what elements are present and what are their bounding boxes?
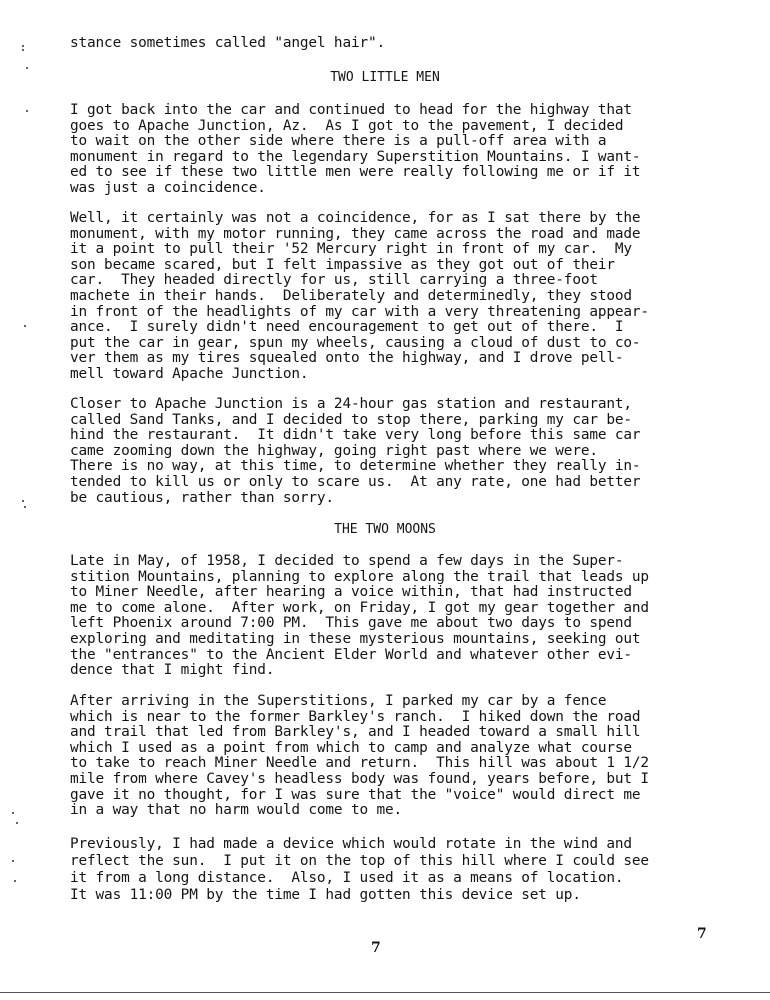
scan-speck — [16, 822, 18, 824]
scan-speck — [12, 812, 14, 814]
page-number-right: 7 — [697, 926, 707, 942]
scan-speck — [26, 67, 28, 69]
scan-speck — [22, 45, 24, 47]
scan-speck — [14, 880, 16, 882]
paragraph-6: Previously, I had made a device which would rotate in the wind and reflect the sun. I put it on the top of this hill where I could see it from a long distance. Also, I used it as a means of location. It was 11:00 PM by the time I had gotten this device set up. — [70, 836, 649, 903]
scan-speck — [24, 506, 26, 508]
scan-speck — [12, 860, 14, 862]
section-heading-two-moons: THE TWO MOONS — [334, 522, 436, 537]
scan-speck — [22, 49, 24, 51]
intro-line: stance sometimes called "angel hair". — [70, 35, 386, 51]
paragraph-4: Late in May, of 1958, I decided to spend a few days in the Super- stition Mountains, planning to explore along the trail that leads up to Miner Needle, after hearing a voice within, that had instructed me to come alone. After work, on Friday, I got my gear together and left Phoenix around 7:00 PM. This gave me about two days to spend exploring and meditating in these mysterious mountains, seeking out the "entrances" to the Ancient Elder World and whatever other evi- dence that I might find. — [70, 553, 649, 679]
scan-speck — [24, 325, 26, 327]
scan-speck — [22, 500, 24, 502]
scan-bottom-edge — [0, 992, 770, 993]
paragraph-3: Closer to Apache Junction is a 24-hour gas station and restaurant, called Sand Tanks, and I decided to stop there, parking my car be- hind the restaurant. It didn't take very long before this same car came zooming down the highway, going right past where we were. There is no way, at this time, to determine whether they really in- tended to kill us or only to scare us. At any rate, one had better be cautious, rather than sorry. — [70, 396, 641, 506]
paragraph-2: Well, it certainly was not a coincidence, for as I sat there by the monument, with my motor running, they came across the road and made it a point to pull their '52 Mercury right in front of my car. My son became scared, but I felt impassive as they got out of their car. They headed directly for us, still carrying a three-foot machete in their hands. Deliberately and determinedly, they stood in front of the headlights of my car with a very threatening appear- ance. I surely didn't need encouragement to get out of there. I put the car in gear, spun my wheels, causing a cloud of dust to co- ver them as my tires squealed onto the highway, and I drove pell- mell toward Apache Junction. — [70, 210, 649, 382]
section-heading-two-little-men: TWO LITTLE MEN — [330, 70, 440, 85]
paragraph-5: After arriving in the Superstitions, I parked my car by a fence which is near to the former Barkley's ranch. I hiked down the road and trail that led from Barkley's, and I headed toward a small hill which I used as a point from which to camp and analyze what course to take to reach Miner Needle and return. This hill was about 1 1/2 mile from where Cavey's headless body was found, years before, but I gave it no thought, for I was sure that the "voice" would direct me in a way that no harm would come to me. — [70, 693, 649, 819]
page-number-center: 7 — [371, 940, 381, 956]
paragraph-1: I got back into the car and continued to head for the highway that goes to Apache Junction, Az. As I got to the pavement, I decided to wait on the other side where there is a pull-off area with a monument in regard to the legendary Superstition Mountains. I want- ed to see if these two little men were really following me or if it was just a coincidence. — [70, 102, 641, 196]
scan-speck — [26, 110, 28, 112]
